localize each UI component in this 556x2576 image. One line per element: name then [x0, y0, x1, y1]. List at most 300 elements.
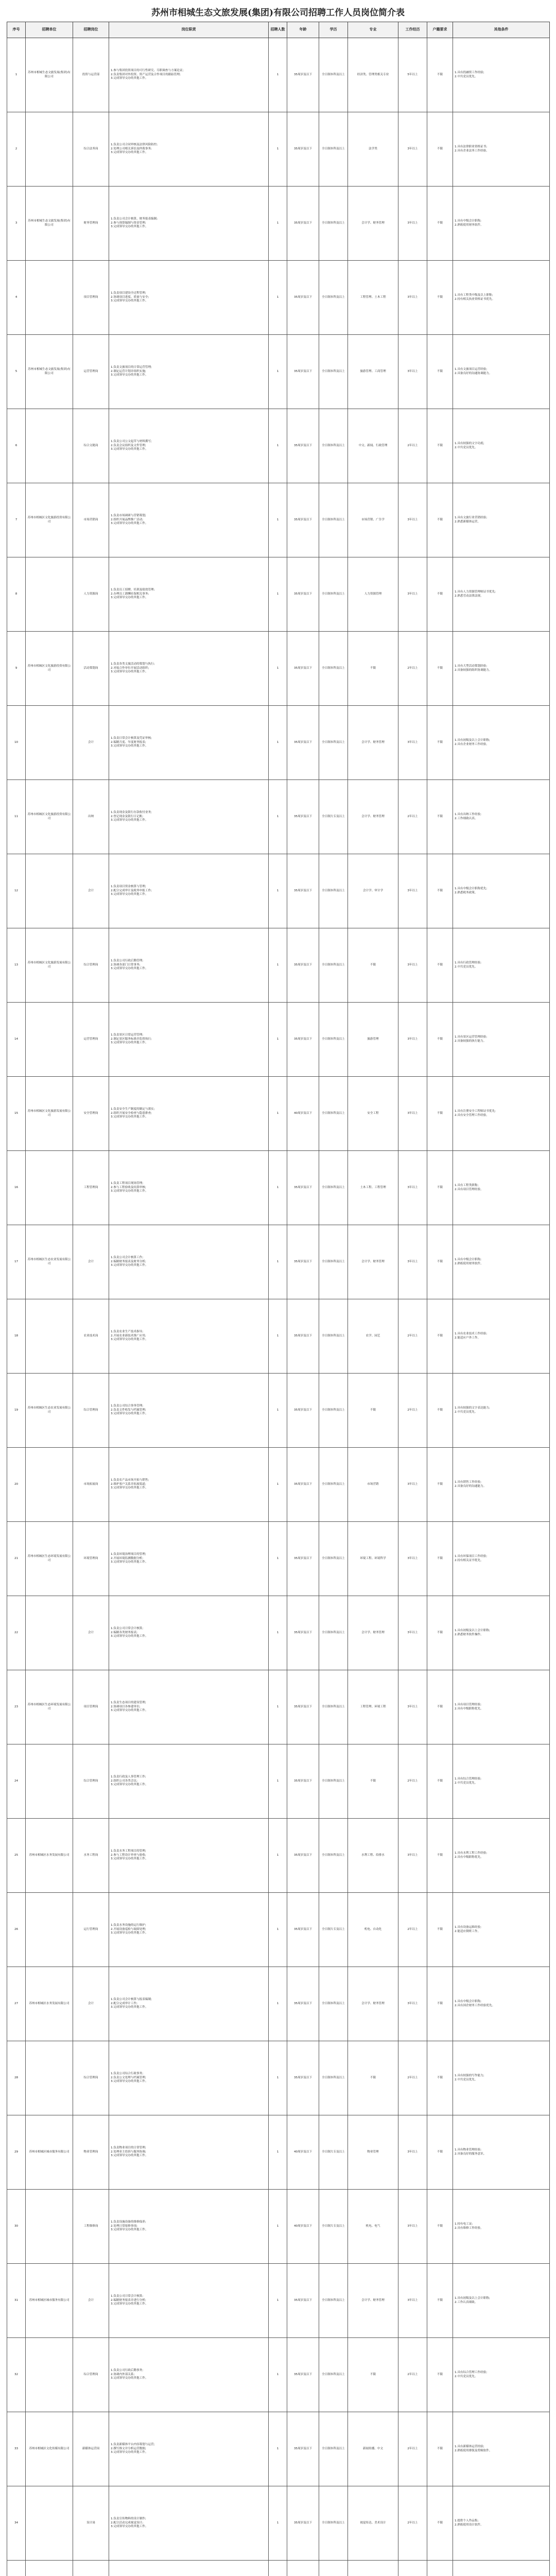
post-name: 设计岗 — [73, 2486, 109, 2561]
experience-requirement: 2年以上 — [398, 1893, 427, 1967]
post-duties-line: 1.负责公司日常会计核算; — [111, 1627, 144, 1631]
post-duties-line: 3.完成领导交办的其他工作。 — [111, 2228, 148, 2232]
age-requirement: 35周岁及以下 — [287, 1151, 319, 1225]
other-conditions — [453, 1448, 550, 1522]
education-requirement: 全日制本科及以上 — [319, 187, 348, 261]
other-conditions — [453, 928, 550, 1003]
other-conditions-line: 1.具有物业管理经验; — [455, 2148, 481, 2151]
other-conditions-line: 2.熟练使用财务软件。 — [455, 1262, 483, 1265]
other-conditions — [453, 1744, 550, 1819]
age-requirement: 35周岁及以下 — [287, 2041, 319, 2115]
education-requirement: 全日制本科及以上 — [319, 483, 348, 557]
other-conditions-line: 1.具有初级及以上会计职称; — [455, 738, 490, 742]
age-requirement: 35周岁及以下 — [287, 2486, 319, 2561]
experience-requirement: 3年以上 — [398, 1151, 427, 1225]
post-duties-line: 2.配合完成审计工作; — [111, 2002, 137, 2005]
post-duties — [109, 409, 269, 483]
experience-requirement: 2年以上 — [398, 1299, 427, 1374]
post-duties-line: 3.完成领导交办的其他工作。 — [111, 2154, 148, 2158]
other-conditions-line: 2.熟练使用财务软件。 — [455, 223, 483, 227]
unit-name — [26, 854, 73, 928]
hukou-requirement: 不限 — [427, 112, 453, 187]
experience-requirement: 3年以上 — [398, 2264, 427, 2338]
post-duties-line: 3.完成领导交办的其他工作。 — [111, 2451, 148, 2454]
education-requirement: 全日制大专及以上 — [319, 2190, 348, 2264]
experience-requirement: 3年以上 — [398, 1670, 427, 1744]
education-requirement: 全日制本科及以上 — [319, 706, 348, 780]
table-row — [7, 2115, 550, 2190]
post-duties-line: 3.完成领导交办的其他工作。 — [111, 819, 148, 822]
post-duties-line: 3.完成领导交办的其他工作。 — [111, 2080, 148, 2083]
age-requirement: 35周岁及以下 — [287, 1967, 319, 2041]
other-conditions-line: 1.具有大型活动策划经验; — [455, 664, 488, 668]
post-name: 综合管理岗 — [73, 2041, 109, 2115]
other-conditions-line: 2.具有维修工作经验。 — [455, 2226, 483, 2230]
other-conditions — [453, 1374, 550, 1448]
education-requirement: 全日制本科及以上 — [319, 1819, 348, 1893]
table-row — [7, 483, 550, 557]
unit-name — [26, 1596, 73, 1670]
post-duties — [109, 1596, 269, 1670]
post-duties — [109, 2412, 269, 2486]
other-conditions-line: 1.具有中级会计职称; — [455, 219, 481, 223]
other-conditions — [453, 1151, 550, 1225]
hire-count: 1 — [269, 2115, 287, 2190]
hire-count: 1 — [269, 335, 287, 409]
column-header: 招聘人数 — [269, 22, 287, 38]
post-duties-line: 1.负责公司行政后勤事务; — [111, 2369, 144, 2372]
table-row — [7, 1967, 550, 2041]
row-number: 26 — [7, 1893, 26, 1967]
column-header: 招聘单位 — [26, 22, 73, 38]
experience-requirement: 3年以上 — [398, 335, 427, 409]
table-row — [7, 780, 550, 854]
post-duties-line: 3.完成领导交办的其他工作。 — [111, 1115, 148, 1119]
other-conditions — [453, 483, 550, 557]
unit-name: 苏州市相城生态文旅发展(集团)有限公司 — [26, 335, 73, 409]
other-conditions — [453, 2264, 550, 2338]
post-duties-line: 2.编制财务报表并进行分析; — [111, 2298, 146, 2302]
post-name: 会计 — [73, 1967, 109, 2041]
education-requirement: 全日制本科及以上 — [319, 632, 348, 706]
row-number: 10 — [7, 706, 26, 780]
education-requirement: 全日制本科及以上 — [319, 2041, 348, 2115]
post-duties — [109, 112, 269, 187]
post-duties-line: 1.负责公司会计核算、财务报表编制; — [111, 217, 158, 221]
hukou-requirement: 不限 — [427, 187, 453, 261]
major-requirement: 法学类 — [348, 112, 398, 187]
unit-name — [26, 1744, 73, 1819]
age-requirement: 35周岁及以下 — [287, 2412, 319, 2486]
age-requirement: 35周岁及以下 — [287, 1596, 319, 1670]
post-duties-line: 3.完成领导交办的其他工作。 — [111, 1412, 148, 1416]
post-duties-line: 2.协调项目各参建单位; — [111, 1705, 141, 1708]
post-duties-line: 1.负责公司公文起草与材料撰写; — [111, 440, 152, 444]
post-duties-line: 2.编制各类财务报表; — [111, 1631, 137, 1634]
table-row — [7, 1744, 550, 1819]
hire-count — [269, 2561, 287, 2576]
other-conditions-line: 2.熟练使用设计软件。 — [455, 2523, 483, 2527]
other-conditions — [453, 409, 550, 483]
post-duties — [109, 2486, 269, 2561]
post-duties — [109, 483, 269, 557]
major-requirement: 会计学、财务管理 — [348, 1967, 398, 2041]
post-duties-line: 1.负责水务工程项目的管理; — [111, 1850, 146, 1853]
post-duties — [109, 2338, 269, 2412]
hire-count: 1 — [269, 483, 287, 557]
hukou-requirement: 不限 — [427, 2338, 453, 2412]
other-conditions-line: 1.具有文旅行业营销经验; — [455, 516, 488, 519]
other-conditions-line: 2.中共党员优先。 — [455, 1410, 478, 1414]
table-row — [7, 38, 550, 112]
unit-name: 苏州市相城区生态环境发展有限公司 — [26, 1670, 73, 1744]
other-conditions — [453, 2115, 550, 2190]
post-duties-line: 2.协调各部门日常事务; — [111, 963, 141, 967]
post-duties-line: 3.完成领导交办的其他工作。 — [111, 893, 148, 896]
hire-count: 1 — [269, 2486, 287, 2561]
post-duties — [109, 854, 269, 928]
major-requirement: 会计学、财务管理 — [348, 187, 398, 261]
post-duties — [109, 1522, 269, 1596]
unit-name — [26, 1893, 73, 1967]
hukou-requirement: 不限 — [427, 2190, 453, 2264]
post-duties-line: 1.负责现金及银行存款收付业务; — [111, 811, 152, 815]
row-number: 13 — [7, 928, 26, 1003]
other-conditions-line: 2.中共党员优先。 — [455, 2078, 478, 2081]
post-duties-line: 1.负责公司综合行政事务; — [111, 2072, 144, 2076]
major-requirement: 不限 — [348, 928, 398, 1003]
row-number: 7 — [7, 483, 26, 557]
post-duties-line: 1.负责市场调研与营销策划; — [111, 514, 146, 518]
other-conditions-line: 1.具有文旅项目运营经验; — [455, 367, 488, 371]
row-number: 4 — [7, 261, 26, 335]
age-requirement: 35周岁及以下 — [287, 854, 319, 928]
hukou-requirement: 不限 — [427, 632, 453, 706]
hukou-requirement: 不限 — [427, 1522, 453, 1596]
education-requirement: 全日制本科及以上 — [319, 1225, 348, 1299]
post-duties-line: 3.完成领导交办的其他工作。 — [111, 2377, 148, 2380]
hire-count: 1 — [269, 706, 287, 780]
post-name: 水务工程岗 — [73, 1819, 109, 1893]
major-requirement: 工程管理、土木工程 — [348, 261, 398, 335]
post-duties-line: 1.负责公司日常会计核算; — [111, 2295, 144, 2298]
age-requirement: 35周岁及以下 — [287, 1448, 319, 1522]
table-row — [7, 2264, 550, 2338]
row-number: 24 — [7, 1744, 26, 1819]
table-row — [7, 1003, 550, 1077]
unit-name: 苏州市相城生态文旅发展(集团)有限公司 — [26, 187, 73, 261]
hire-count: 1 — [269, 1819, 287, 1893]
experience-requirement: 2年以上 — [398, 2041, 427, 2115]
experience-requirement: 3年以上 — [398, 187, 427, 261]
hire-count: 1 — [269, 780, 287, 854]
hire-count: 1 — [269, 2264, 287, 2338]
row-number: 20 — [7, 1448, 26, 1522]
experience-requirement: 3年以上 — [398, 1077, 427, 1151]
post-duties-line: 2.协调项目进度、质量与安全; — [111, 295, 149, 299]
post-duties-line: 1.负责生态项目的建设管理; — [111, 1701, 146, 1705]
post-duties-line: 1.负责各类文旅活动的策划与执行; — [111, 663, 155, 666]
other-conditions — [453, 1596, 550, 1670]
post-duties-line: 2.编制月度、年度财务报表; — [111, 740, 146, 744]
other-conditions — [453, 780, 550, 854]
post-name: 出纳 — [73, 780, 109, 854]
age-requirement: 35周岁及以下 — [287, 1299, 319, 1374]
post-duties — [109, 1077, 269, 1151]
hukou-requirement: 不限 — [427, 409, 453, 483]
other-conditions-line: 2.中共党员优先。 — [455, 1781, 478, 1785]
major-requirement: 不限 — [348, 1374, 398, 1448]
post-duties-line: 3.完成领导交办的其他工作。 — [111, 77, 148, 80]
row-number: 16 — [7, 1151, 26, 1225]
major-requirement: 环境工程、环境科学 — [348, 1522, 398, 1596]
hire-count: 1 — [269, 261, 287, 335]
column-header: 学历 — [319, 22, 348, 38]
post-name: 人力资源岗 — [73, 557, 109, 632]
education-requirement: 全日制本科及以上 — [319, 2338, 348, 2412]
post-duties-line: 2.负责集团对外投资、资产运营及合作项目的跟踪管理; — [111, 73, 181, 76]
hukou-requirement: 不限 — [427, 2041, 453, 2115]
post-name: 工程管理岗 — [73, 1151, 109, 1225]
other-conditions-line: 2.具备良好的沟通能力。 — [455, 1484, 486, 1488]
post-duties-line: 1.负责环境治理项目的管理; — [111, 1553, 146, 1556]
education-requirement: 全日制大专及以上 — [319, 1893, 348, 1967]
post-duties — [109, 1967, 269, 2041]
post-duties — [109, 1819, 269, 1893]
unit-name — [26, 409, 73, 483]
post-name: 运行管理岗 — [73, 1893, 109, 1967]
post-name: 综合法务岗 — [73, 112, 109, 187]
hukou-requirement: 不限 — [427, 1596, 453, 1670]
experience-requirement: 2年以上 — [398, 1744, 427, 1819]
experience-requirement: 3年以上 — [398, 1596, 427, 1670]
row-number: 12 — [7, 854, 26, 928]
education-requirement: 全日制本科及以上 — [319, 1670, 348, 1744]
post-duties-line: 3.完成领导交办的其他工作。 — [111, 596, 148, 600]
row-number: 32 — [7, 2338, 26, 2412]
table-row — [7, 1670, 550, 1744]
hire-count: 1 — [269, 1225, 287, 1299]
other-conditions — [453, 706, 550, 780]
hire-count: 1 — [269, 2041, 287, 2115]
post-duties-line: 1.负责宣传物料的设计制作; — [111, 2517, 146, 2521]
hukou-requirement: 不限 — [427, 557, 453, 632]
post-duties-line: 2.开展设备巡检与故障处理; — [111, 1927, 146, 1931]
column-header: 序号 — [7, 22, 26, 38]
age-requirement: 35周岁及以下 — [287, 483, 319, 557]
post-duties-line: 2.配合活动完成视觉设计; — [111, 2521, 144, 2524]
post-name: 综合管理岗 — [73, 928, 109, 1003]
other-conditions-line: 1.具有中级会计职称优先; — [455, 887, 488, 890]
major-requirement: 人力资源管理 — [348, 557, 398, 632]
unit-name — [26, 1003, 73, 1077]
major-requirement: 旅游管理 — [348, 1003, 398, 1077]
unit-name — [26, 706, 73, 780]
education-requirement: 全日制本科及以上 — [319, 2264, 348, 2338]
other-conditions-line: 1.具有综合管理经验; — [455, 1777, 481, 1781]
hire-count: 1 — [269, 1448, 287, 1522]
post-duties-line: 2.开展环境监测数据分析; — [111, 1556, 144, 1560]
post-duties-line: 2.配合完成审计及税务申报工作; — [111, 889, 152, 892]
other-conditions-line: 2.具有项目管理经验。 — [455, 1188, 483, 1191]
column-header: 户籍要求 — [427, 22, 453, 38]
post-name: 会计 — [73, 854, 109, 928]
education-requirement: 全日制本科及以上 — [319, 1374, 348, 1448]
other-conditions-line: 2.具备较强的执行能力。 — [455, 1039, 486, 1043]
major-requirement: 不限 — [348, 1744, 398, 1819]
age-requirement: 35周岁及以下 — [287, 557, 319, 632]
major-requirement: 经济类、管理类相关专业 — [348, 38, 398, 112]
other-conditions-line: 2.持有相关执业资格证书优先。 — [455, 297, 495, 301]
post-duties-line: 2.组织开展品牌推广活动; — [111, 518, 144, 521]
table-row — [7, 1522, 550, 1596]
age-requirement: 35周岁及以下 — [287, 38, 319, 112]
table-row — [7, 706, 550, 780]
other-conditions — [453, 38, 550, 112]
other-conditions-line: 2.熟悉新媒体运营。 — [455, 520, 481, 523]
table-row — [7, 261, 550, 335]
post-duties-line: 1.参与集团投资项目的可行性研究、尽职调查与方案论证; — [111, 69, 184, 73]
post-name: 市场拓展岗 — [73, 1448, 109, 1522]
major-requirement: 水利工程、给排水 — [348, 1819, 398, 1893]
post-duties-line: 3.完成领导交办的其他工作。 — [111, 522, 148, 526]
other-conditions-line: 1.具有较强的文字功底; — [455, 442, 484, 445]
post-duties — [109, 2190, 269, 2264]
post-duties-line: 2.负责公文处理与档案管理; — [111, 2076, 146, 2079]
hukou-requirement: 不限 — [427, 2115, 453, 2190]
other-conditions-line: 1.具有行政管理经验; — [455, 961, 481, 964]
post-name — [73, 2561, 109, 2576]
other-conditions-line: 2.具备良好的服务意识。 — [455, 2152, 486, 2156]
hukou-requirement: 不限 — [427, 1448, 453, 1522]
row-number: 11 — [7, 780, 26, 854]
major-requirement: 不限 — [348, 632, 398, 706]
table-row — [7, 557, 550, 632]
other-conditions-line: 2.熟练使用排版及剪辑软件。 — [455, 2449, 492, 2452]
other-conditions-line: 2.中共党员优先。 — [455, 446, 478, 449]
experience-requirement: 2年以上 — [398, 632, 427, 706]
age-requirement: 35周岁及以下 — [287, 409, 319, 483]
row-number: 25 — [7, 1819, 26, 1893]
other-conditions — [453, 2190, 550, 2264]
education-requirement: 全日制本科及以上 — [319, 1151, 348, 1225]
major-requirement: 工程管理、环境工程 — [348, 1670, 398, 1744]
table-row — [7, 1151, 550, 1225]
post-duties — [109, 706, 269, 780]
age-requirement: 35周岁及以下 — [287, 335, 319, 409]
other-conditions — [453, 2412, 550, 2486]
education-requirement: 全日制本科及以上 — [319, 2486, 348, 2561]
table-row — [7, 1448, 550, 1522]
other-conditions — [453, 1299, 550, 1374]
other-conditions-line: 2.具备较强的组织协调能力。 — [455, 668, 492, 672]
hukou-requirement: 不限 — [427, 2412, 453, 2486]
hire-count: 1 — [269, 1151, 287, 1225]
hire-count: 1 — [269, 1003, 287, 1077]
post-duties-line: 2.撰写推文并分析运营数据; — [111, 2447, 146, 2450]
post-duties-line: 2.组织公司各类会议; — [111, 1779, 137, 1783]
unit-name — [26, 2041, 73, 2115]
row-number: 29 — [7, 2115, 26, 2190]
table-row — [7, 2412, 550, 2486]
table-header-row — [7, 22, 550, 38]
age-requirement: 35周岁及以下 — [287, 706, 319, 780]
other-conditions-line: 1.具有注册安全工程师证书优先; — [455, 1109, 496, 1113]
hire-count: 1 — [269, 928, 287, 1003]
row-number: 15 — [7, 1077, 26, 1151]
experience-requirement: 3年以上 — [398, 1225, 427, 1299]
major-requirement: 土木工程、工程管理 — [348, 1151, 398, 1225]
major-requirement: 机电、电气 — [348, 2190, 398, 2264]
other-conditions — [453, 261, 550, 335]
other-conditions-line: 2.熟悉财务软件操作。 — [455, 1633, 483, 1636]
hukou-requirement: 不限 — [427, 1299, 453, 1374]
major-requirement: 农学、园艺 — [348, 1299, 398, 1374]
hire-count: 1 — [269, 1299, 287, 1374]
major-requirement: 机电、自动化 — [348, 1893, 398, 1967]
other-conditions-line: 1.具有工程类职称; — [455, 1183, 479, 1187]
table-row — [7, 335, 550, 409]
post-duties-line: 1.负责项目建设全过程管理; — [111, 292, 146, 295]
table-row — [7, 1299, 550, 1374]
hukou-requirement: 不限 — [427, 1670, 453, 1744]
post-name: 会计 — [73, 706, 109, 780]
other-conditions-line: 1.具有水利工程工作经验; — [455, 1851, 488, 1855]
post-duties-line: 3.完成领导交办的其他工作。 — [111, 1783, 148, 1787]
education-requirement — [319, 2561, 348, 2576]
post-duties-line: 2.维护客户关系并拓展渠道; — [111, 1482, 146, 1486]
education-requirement: 全日制本科及以上 — [319, 38, 348, 112]
table-body — [7, 38, 550, 2576]
education-requirement: 全日制本科及以上 — [319, 2412, 348, 2486]
education-requirement: 全日制本科及以上 — [319, 854, 348, 928]
other-conditions-line: 1.具有环保项目工作经验; — [455, 1554, 488, 1558]
education-requirement: 全日制本科及以上 — [319, 261, 348, 335]
other-conditions — [453, 2041, 550, 2115]
post-duties — [109, 2264, 269, 2338]
post-duties-line: 2.开展农业新技术推广应用; — [111, 1334, 146, 1337]
post-name: 项目管理岗 — [73, 261, 109, 335]
major-requirement: 市场营销、广告学 — [348, 483, 398, 557]
other-conditions — [453, 1522, 550, 1596]
post-duties — [109, 1299, 269, 1374]
education-requirement: 全日制本科及以上 — [319, 112, 348, 187]
post-duties-line: 1.负责工程项目现场管理; — [111, 1182, 144, 1185]
unit-name — [26, 2486, 73, 2561]
post-duties — [109, 1893, 269, 1967]
row-number: 27 — [7, 1967, 26, 2041]
hukou-requirement: 不限 — [427, 261, 453, 335]
post-name: 运营管理岗 — [73, 335, 109, 409]
post-duties — [109, 2041, 269, 2115]
post-duties-line: 3.完成领导交办的其他工作。 — [111, 670, 148, 674]
age-requirement: 35周岁及以下 — [287, 1522, 319, 1596]
age-requirement: 35周岁及以下 — [287, 1374, 319, 1448]
post-name: 会计 — [73, 1596, 109, 1670]
experience-requirement: 3年以上 — [398, 928, 427, 1003]
column-header: 岗位职责 — [109, 22, 269, 38]
hire-count: 1 — [269, 187, 287, 261]
row-number: 1 — [7, 38, 26, 112]
other-conditions-line: 1.具有较强的写作能力; — [455, 2074, 484, 2077]
education-requirement: 全日制本科及以上 — [319, 1077, 348, 1151]
hukou-requirement: 不限 — [427, 1967, 453, 2041]
other-conditions-line: 2.中共党员优先。 — [455, 2375, 478, 2378]
other-conditions-line: 2.能适应户外工作。 — [455, 1336, 481, 1340]
post-duties-line: 3.完成领导交办的其他工作。 — [111, 1486, 148, 1490]
row-number: 8 — [7, 557, 26, 632]
other-conditions — [453, 2561, 550, 2576]
